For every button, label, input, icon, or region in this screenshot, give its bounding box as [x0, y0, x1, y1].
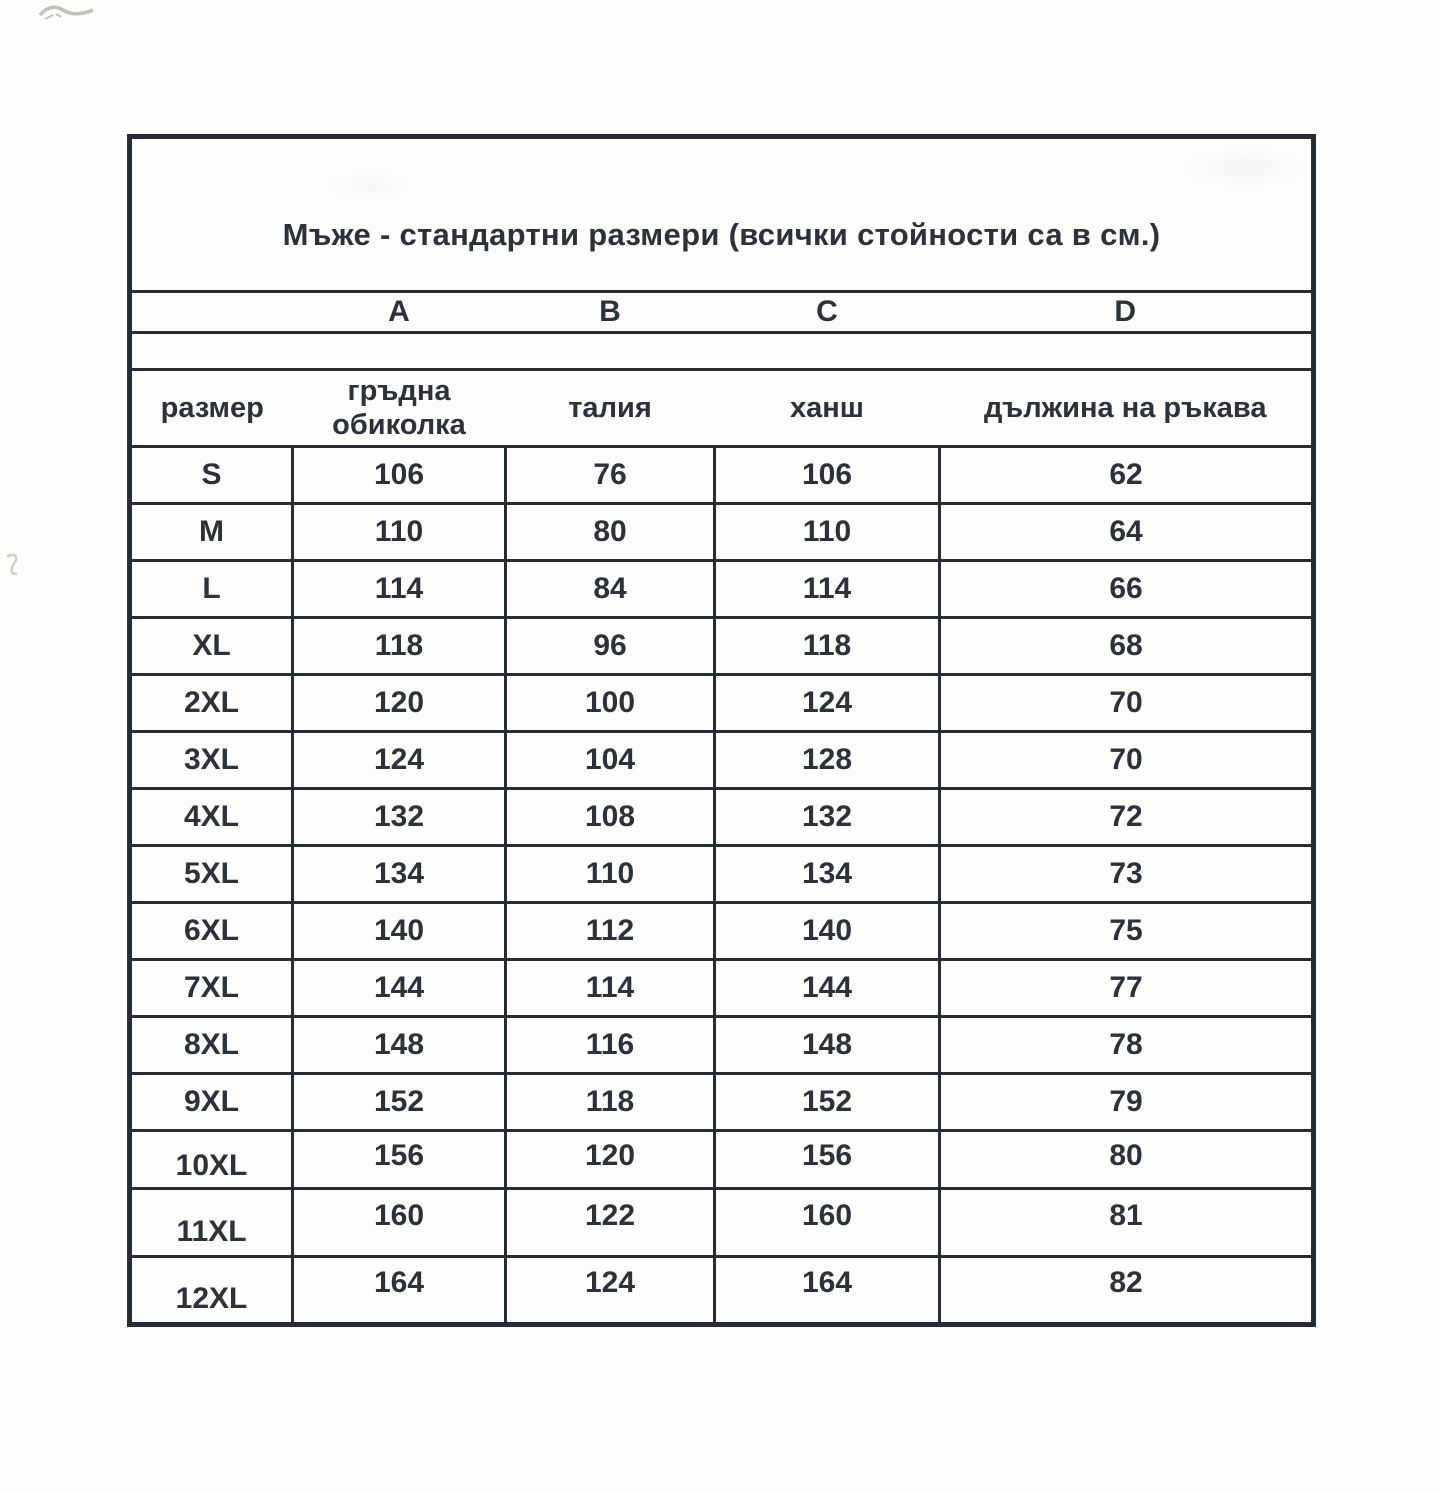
- empty-spacer-row: [130, 333, 1314, 370]
- table-row-m: [130, 504, 1314, 561]
- cell-waist: 104: [506, 732, 715, 789]
- cell-chest: 110: [293, 504, 506, 561]
- cell-waist: 116: [506, 1017, 715, 1074]
- cell-chest: 140: [293, 903, 506, 960]
- cell-chest: 148: [293, 1017, 506, 1074]
- cell-chest: 164: [293, 1257, 506, 1325]
- cell-waist: 110: [506, 846, 715, 903]
- cell-sleeve: 77: [940, 960, 1314, 1017]
- cell-chest: 156: [293, 1131, 506, 1189]
- table-row-8xl: [130, 1017, 1314, 1074]
- cell-sleeve: 70: [940, 675, 1314, 732]
- cell-waist: 76: [506, 447, 715, 504]
- cell-size: 11XL: [130, 1189, 293, 1257]
- cell-sleeve: 78: [940, 1017, 1314, 1074]
- cell-chest: 120: [293, 675, 506, 732]
- cell-chest: 118: [293, 618, 506, 675]
- cell-sleeve: 72: [940, 789, 1314, 846]
- column-header-hips: ханш: [715, 370, 940, 447]
- table-row-9xl: [130, 1074, 1314, 1131]
- letter-header-b: B: [506, 292, 715, 333]
- scan-smudge-top-left: [36, 2, 98, 24]
- table-row-s: [130, 447, 1314, 504]
- table-row-12xl: [130, 1257, 1314, 1325]
- letter-header-a: A: [293, 292, 506, 333]
- cell-waist: 96: [506, 618, 715, 675]
- cell-size: 4XL: [130, 789, 293, 846]
- letter-header-c: C: [715, 292, 940, 333]
- cell-chest: 132: [293, 789, 506, 846]
- table-row-7xl: [130, 960, 1314, 1017]
- table-row-10xl: [130, 1131, 1314, 1189]
- cell-waist: 100: [506, 675, 715, 732]
- table-row-l: [130, 561, 1314, 618]
- table-row-3xl: [130, 732, 1314, 789]
- cell-size: 5XL: [130, 846, 293, 903]
- cell-sleeve: 68: [940, 618, 1314, 675]
- column-header-row: [130, 370, 1314, 447]
- cell-sleeve: 75: [940, 903, 1314, 960]
- cell-hips: 114: [715, 561, 940, 618]
- cell-size: 6XL: [130, 903, 293, 960]
- cell-hips: 124: [715, 675, 940, 732]
- cell-hips: 152: [715, 1074, 940, 1131]
- cell-size: 9XL: [130, 1074, 293, 1131]
- cell-size: XL: [130, 618, 293, 675]
- cell-size: 12XL: [130, 1257, 293, 1325]
- cell-chest: 124: [293, 732, 506, 789]
- table-row-2xl: [130, 675, 1314, 732]
- scan-mark-left-edge: [2, 550, 28, 580]
- cell-size: L: [130, 561, 293, 618]
- size-chart-table: [127, 134, 1316, 1327]
- cell-chest: 160: [293, 1189, 506, 1257]
- table-row-4xl: [130, 789, 1314, 846]
- cell-size: 2XL: [130, 675, 293, 732]
- cell-chest: 114: [293, 561, 506, 618]
- cell-hips: 164: [715, 1257, 940, 1325]
- letter-header-row: [130, 292, 1314, 333]
- cell-sleeve: 81: [940, 1189, 1314, 1257]
- cell-chest: 134: [293, 846, 506, 903]
- cell-hips: 106: [715, 447, 940, 504]
- table-row-6xl: [130, 903, 1314, 960]
- cell-waist: 80: [506, 504, 715, 561]
- cell-sleeve: 82: [940, 1257, 1314, 1325]
- spacer-cell: [130, 333, 1314, 370]
- cell-waist: 118: [506, 1074, 715, 1131]
- cell-waist: 108: [506, 789, 715, 846]
- column-header-size: размер: [130, 370, 293, 447]
- cell-waist: 124: [506, 1257, 715, 1325]
- cell-hips: 156: [715, 1131, 940, 1189]
- cell-sleeve: 62: [940, 447, 1314, 504]
- cell-chest: 144: [293, 960, 506, 1017]
- cell-hips: 144: [715, 960, 940, 1017]
- table-row-5xl: [130, 846, 1314, 903]
- cell-hips: 132: [715, 789, 940, 846]
- title-row: [130, 137, 1314, 292]
- cell-size: 7XL: [130, 960, 293, 1017]
- letter-header-d: D: [940, 292, 1314, 333]
- cell-hips: 160: [715, 1189, 940, 1257]
- cell-chest: 106: [293, 447, 506, 504]
- cell-sleeve: 73: [940, 846, 1314, 903]
- column-header-sleeve: дължина на ръкава: [940, 370, 1314, 447]
- cell-hips: 140: [715, 903, 940, 960]
- column-header-waist: талия: [506, 370, 715, 447]
- cell-hips: 148: [715, 1017, 940, 1074]
- cell-hips: 128: [715, 732, 940, 789]
- cell-size: 3XL: [130, 732, 293, 789]
- cell-size: 10XL: [130, 1131, 293, 1189]
- table-title: Мъже - стандартни размери (всички стойности са в см.): [282, 216, 1161, 252]
- cell-chest: 152: [293, 1074, 506, 1131]
- cell-sleeve: 79: [940, 1074, 1314, 1131]
- cell-waist: 112: [506, 903, 715, 960]
- cell-size: 8XL: [130, 1017, 293, 1074]
- cell-sleeve: 66: [940, 561, 1314, 618]
- cell-sleeve: 64: [940, 504, 1314, 561]
- cell-waist: 114: [506, 960, 715, 1017]
- cell-size: S: [130, 447, 293, 504]
- cell-sleeve: 80: [940, 1131, 1314, 1189]
- cell-hips: 110: [715, 504, 940, 561]
- column-header-chest: гръдна обиколка: [293, 370, 506, 447]
- cell-sleeve: 70: [940, 732, 1314, 789]
- cell-hips: 118: [715, 618, 940, 675]
- cell-size: M: [130, 504, 293, 561]
- cell-hips: 134: [715, 846, 940, 903]
- letter-header-spacer: [130, 292, 293, 333]
- table-row-xl: [130, 618, 1314, 675]
- table-row-11xl: [130, 1189, 1314, 1257]
- cell-waist: 122: [506, 1189, 715, 1257]
- cell-waist: 84: [506, 561, 715, 618]
- cell-waist: 120: [506, 1131, 715, 1189]
